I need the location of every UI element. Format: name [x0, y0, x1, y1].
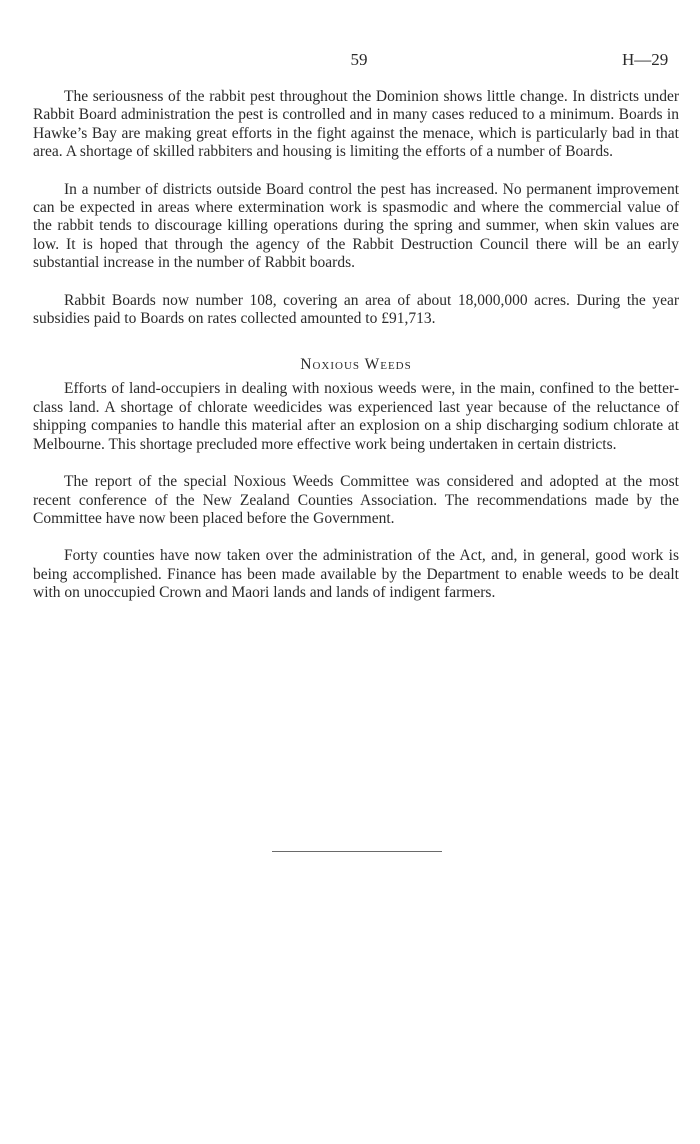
paragraph-counties-administration: Forty counties have now taken over the administration of the Act, and, in general, good work is being accomplished. Finance has been made available by the Department to enable weeds to be dealt with on unoccupied Crown and Maori lands and lands of indigent farmers.	[33, 547, 679, 602]
paragraph-districts-outside-board-control: In a number of districts outside Board control the pest has increased. No permanent improvement can be expected in areas where extermination work is spasmodic and where the commercial value of the rabbit tends to discourage killing operations during the spring and summer, when skin values are low. It is hoped that through the agency of the Rabbit Destruction Council there will be an early substantial increase in the number of Rabbit boards.	[33, 180, 679, 272]
paragraph-weeds-committee-report: The report of the special Noxious Weeds Committee was considered and adopted at the most recent conference of the New Zealand Counties Association. The recommendations made by the Committee have now been placed before the Government.	[33, 473, 679, 527]
paragraph-rabbit-board-count: Rabbit Boards now number 108, covering an area of about 18,000,000 acres. During the year subsidies paid to Boards on rates collected amounted to £91,713.	[33, 291, 679, 328]
paragraph-rabbit-pest-seriousness: The seriousness of the rabbit pest throughout the Dominion shows little change. In districts under Rabbit Board administration the pest is controlled and in many cases reduced to a minimum. Boards in Hawke’s Bay are making great efforts in the fight against the menace, which is particularly bad in that area. A shortage of skilled rabbiters and housing is limiting the efforts of a number of Boards.	[33, 88, 679, 161]
page-number: 59	[350, 50, 368, 69]
paragraph-weed-control-efforts: Efforts of land-occupiers in dealing with noxious weeds were, in the main, confined to the better-class land. A shortage of chlorate weedicides was experienced last year because of the reluctance of shipping companies to handle this material after an explosion on a ship discharging sodium chlorate at Melbourne. This shortage precluded more effective work being undertaken in certain districts.	[33, 380, 679, 453]
end-of-text-rule	[272, 851, 442, 852]
section-heading-noxious-weeds: Noxious Weeds	[300, 356, 412, 374]
body-text	[33, 88, 679, 603]
document-reference-code: H—29	[622, 50, 669, 69]
